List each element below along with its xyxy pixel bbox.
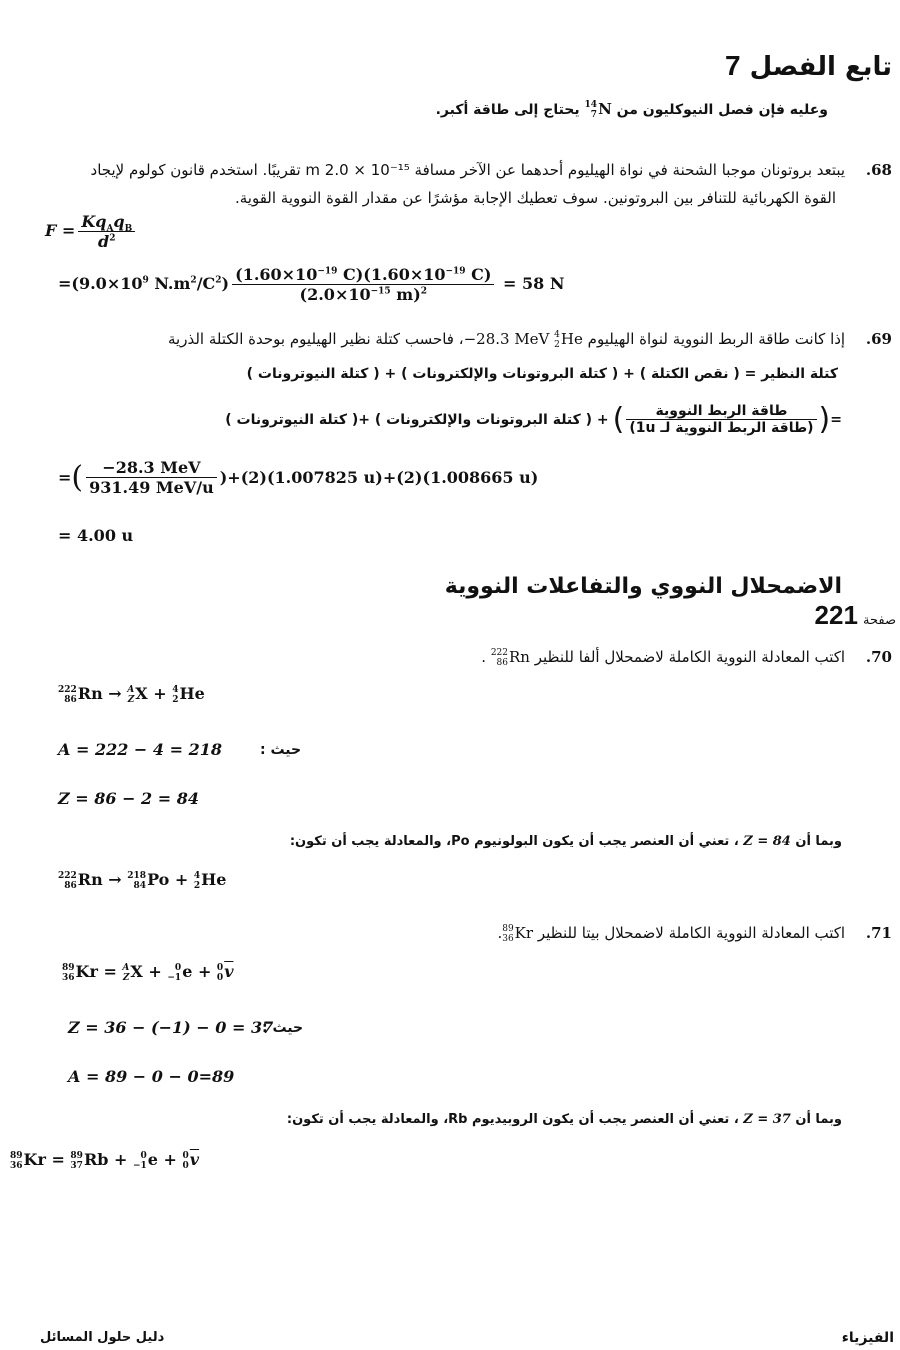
isotope-mass-formula: كتلة النظير = ( نقص الكتلة ) + ( كتلة البروتونات والإلكترونات ) + ( كتلة النيوترونات ) <box>246 366 838 382</box>
question-number: 71. <box>865 924 892 942</box>
chapter-number: 7 <box>725 50 741 81</box>
question-71: 71. اكتب المعادلة النووية الكاملة لاضمحلال بيتا للنظير 89 36 Kr. <box>497 924 892 944</box>
question-70: 70. اكتب المعادلة النووية الكاملة لاضمحلال ألفا للنظير 222 86 Rn . <box>481 648 892 668</box>
question-68 <box>2 156 892 212</box>
coulomb-calc: $=(9.0\times 10^9$ $N.m^2/C^2$) $\frac{(1.60\times 10^{-19} C)(1.60\times 10^{-19} C)}{(2.0\times 10^{-15} m)^2}$ = 58 N <box>58 265 565 304</box>
section-title: الاضمحلال النووي والتفاعلات النووية <box>444 574 842 599</box>
isotope-mass-calc: = ( $\frac{\text{−28.3 MeV}}{\text{931.49 MeV/u}}$ )+(2)(1.007825 u)+(2)(1.008665 u) <box>58 458 539 497</box>
isotope-mass-formula-expanded: = ( $\frac{\text{طاقة الربط النووية}}{\text{(طاقة الربط النووية لـ 1u)}}$ ) + ( كتلة البروتونات والإلكترونات ) +( كتلة النيوترونات ) <box>225 402 842 437</box>
question-number: 68. <box>865 161 892 179</box>
question-text: يبتعد بروتونان موجبا الشحنة في نواة الهيليوم أحدهما عن الآخر مسافة m 2.0 × 10⁻¹⁵ تقريبًا. استخدم قانون كولوم لإيجاد <box>90 161 846 179</box>
coulomb-result: = 58 N <box>503 274 565 293</box>
question-number: 69. <box>865 330 892 348</box>
footer-right: الفيزياء <box>841 1330 894 1346</box>
question-text-line2: القوة الكهربائية للتنافر بين البروتونين. سوف تعطيك الإجابة مؤشرًا عن مقدار القوة النووية القوية. <box>234 189 836 207</box>
beta-where-label: حيث : <box>262 1020 304 1036</box>
chapter-subtitle: وعليه فإن فصل النيوكليون من 14 7 N يحتاج إلى طاقة أكبر. <box>435 100 828 120</box>
question-number: 70. <box>865 648 892 666</box>
beta-z-equation: Z = 36 − (−1) − 0 = 37 <box>68 1018 274 1037</box>
page-number: 221 <box>814 600 858 630</box>
beta-final-equation: 89 36 Kr = 89 37 Rb + 0 −1 e + 0 0 $\overline{v}$ <box>10 1150 200 1171</box>
beta-decay-equation: 89 36 Kr = A Z X + 0 −1 e + 0 0 $\overline{v}$ <box>62 962 234 983</box>
alpha-conclusion: وبما أن Z = 84 ، تعني أن العنصر يجب أن يكون البولونيوم Po، والمعادلة يجب أن تكون: <box>289 834 842 849</box>
footer-left: دليل حلول المسائل <box>40 1330 165 1345</box>
isotope-mass-result: = 4.00 u <box>58 526 134 545</box>
coulomb-formula: F = $\frac{Kq_Aq_B}{d^2}$ <box>45 212 138 251</box>
alpha-decay-equation: 222 86 Rn → A Z X + 4 2 He <box>58 684 205 705</box>
alpha-where-label: حيث : <box>260 742 302 758</box>
question-69: 69. إذا كانت طاقة الربط النووية لنواة الهيليوم 4 2 He −28.3 MeV، فاحسب كتلة نظير الهيليوم بوحدة الكتلة الذرية <box>168 330 892 350</box>
alpha-final-equation: 222 86 Rn → 218 84 Po + 4 2 He <box>58 870 227 891</box>
chapter-title: تابع الفصل 7 <box>725 50 892 82</box>
page-reference: صفحة 221 <box>814 600 896 630</box>
alpha-a-equation: A = 222 − 4 = 218 <box>58 740 222 759</box>
beta-a-equation: A = 89 − 0 − 0=89 <box>68 1067 235 1086</box>
beta-conclusion: وبما أن Z = 37 ، تعني أن العنصر يجب أن يكون الروبيديوم Rb، والمعادلة يجب أن تكون: <box>286 1112 842 1127</box>
alpha-z-equation: Z = 86 − 2 = 84 <box>58 789 199 808</box>
